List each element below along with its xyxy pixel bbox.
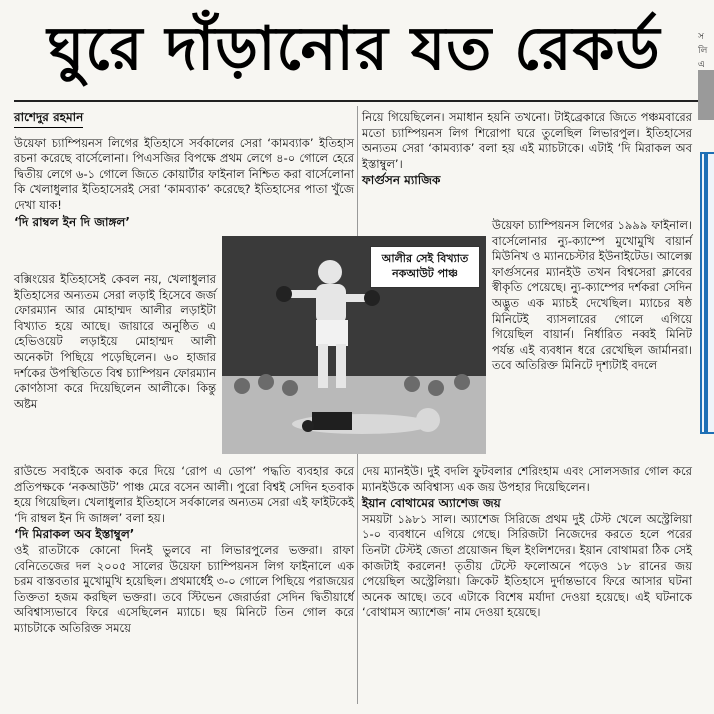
intro-paragraph: উয়েফা চ্যাম্পিয়নস লিগের ইতিহাসে সর্বকালের সেরা ‘কামব্যাক’ ইতিহাস রচনা করেছে বার্সেলোনা। পিএসজির বিপক্ষে প্রথম লেগে ৪-০ গোলে হেরে দ্বিতীয় লেগে ৬-১ গোলে জিতে কোয়ার্টার ফাইনাল নিশ্চিত করা বার্সেলোনা কি খেলাধুলার ইতিহাসেরই সেরা ‘কামব্যাক’ করেছে? ইতিহাসের পাতা খুঁজে দেখা যাক! <box>14 135 354 212</box>
right-column-top <box>362 110 692 189</box>
ferguson-body-narrow <box>492 218 692 374</box>
left-column-lower <box>14 464 354 637</box>
left-column <box>14 110 354 230</box>
section-title-botham: ইয়ান বোথামের অ্যাশেজ জয় <box>362 496 501 511</box>
istanbul-paragraph: ওই রাতটাকে কোনো দিনই ভুলবে না লিভারপুলের ভক্তরা। রাফা বেনিতেজের দল ২০০৫ সালের উয়েফা চ্যাম্পিয়নস লিগ ফাইনালে এক চরম বাস্তবতার মুখোমুখি হয়েছিল। প্রথমার্ধেই ৩-০ গোলে পিছিয়ে পরাজয়ের তিক্ততা হজম করছিল ভক্তরা। তবে স্টিভেন জেরার্ডরা সেদিন দ্বিতীয়ার্ধে অবিশ্বাস্যভাবে ফিরে এসেছিলেন ম্যাচে। ছয় মিনিটে তিন গোল করে ম্যাচটাকে অতিরিক্ত সময়ে <box>14 542 354 635</box>
ferguson-paragraph: উয়েফা চ্যাম্পিয়নস লিগের ১৯৯৯ ফাইনাল। বার্সেলোনার ন্যু-ক্যাম্পে মুখোমুখি বায়ার্ন মিউনিখ ও ম্যানচেস্টার ইউনাইটেড। আলেক্স ফার্গুসনের ম্যানইউ তখন বিশ্বসেরা ক্লাবের স্বীকৃতি পেয়েছে। ন্যু-ক্যাম্পের দর্শকরা সেদিন অদ্ভুত এক ম্যাচই দেখেছিল। ম্যাচের ষষ্ঠ মিনিটেই ব্যাসলারের গোলে এগিয়ে গিয়েছিল বায়ার্ন। নির্ধারিত নব্বই মিনিট পর্যন্ত এই ব্যবধান ধরে রেখেছিল জার্মানরা। তবে অতিরিক্ত মিনিটে দৃশ্যটাই বদলে <box>492 218 692 373</box>
edge-text-line: এ <box>698 60 705 70</box>
rumble-paragraph: বক্সিংয়ের ইতিহাসেই কেবল নয়, খেলাধুলার ইতিহাসের অন্যতম সেরা লড়াই হিসেবে জর্জ ফোরম্যান আর মোহাম্মদ আলীর লড়াইটা বিখ্যাত হয়ে আছে। জায়ারে অনুষ্ঠিত এ হেভিওয়েট লড়াইয়ে মোহাম্মদ আলী অনেকটা পিছিয়ে পড়েছিলেন। ৬০ হাজার দর্শকের উপস্থিতিতে বিশ্ব চ্যাম্পিয়ন ফোরম্যান কোণঠাসা করে দিয়েছিলেন আলীকে। কিন্তু অষ্টম <box>14 272 216 411</box>
photo-caption: আলীর সেই বিখ্যাত নকআউট পাঞ্চ <box>370 246 480 288</box>
neighbor-photo-fragment <box>698 70 714 120</box>
edge-text-line: লি <box>698 46 708 56</box>
byline: রাশেদুর রহমান <box>14 110 83 128</box>
right-column-lower <box>362 464 692 621</box>
istanbul-paragraph-cont: নিয়ে গিয়েছিলেন। সমাধান হয়নি তখনো। টাইব্রেকারে জিতে পঞ্চমবারের মতো চ্যাম্পিয়নস লিগ শিরোপা ঘরে তুলেছিল লিভারপুল। ইতিহাসের অন্যতম সেরা ‘কামব্যাক’ বলা হয় এই ম্যাচটাকে। এটাই ‘দি মিরাকল অব ইস্তাম্বুল’। <box>362 110 692 171</box>
section-title-istanbul: ‘দি মিরাকল অব ইস্তাম্বুল’ <box>14 527 135 542</box>
ferguson-paragraph-cont: দেয় ম্যানইউ। দুই বদলি ফুটবলার শেরিংহাম এবং সোলসজার গোল করে ম্যানইউকে অবিশ্বাস্য এক জয় উপহার দিয়েছিলেন। <box>362 464 692 494</box>
rumble-body-narrow <box>14 272 216 412</box>
neighbor-boxed-article-fragment <box>700 152 714 434</box>
edge-text-line: স <box>698 32 704 42</box>
page-headline: ঘুরে দাঁড়ানোর যত রেকর্ড <box>47 14 661 84</box>
rumble-paragraph-cont: রাউন্ডে সবাইকে অবাক করে দিয়ে ‘রোপ এ ডোপ’ পদ্ধতি ব্যবহার করে প্রতিপক্ষকে ‘নকআউট’ পাঞ্চ মেরে বসেন আলী। পুরো বিশ্বই সেদিন হতবাক হয়ে গিয়েছিল। খেলাধুলার ইতিহাসে সর্বকালের অন্যতম সেরা এই ফাইটকেই ‘দি রাম্বল ইন দি জাঙ্গল’ বলা হয়। <box>14 464 354 525</box>
botham-paragraph: সময়টা ১৯৮১ সাল। অ্যাশেজ সিরিজে প্রথম দুই টেস্ট খেলে অস্ট্রেলিয়া ১-০ ব্যবধানে এগিয়ে গেছে। সিরিজটা নিজেদের করতে হলে পরের তিনটা টেস্টই জেতা প্রয়োজন ছিল ইংলিশদের। ইয়ান বোথামরা ঠিক সেই কাজটাই করলেন! তৃতীয় টেস্টে ফলোঅনে পড়েও ১৮ রানের জয় পেয়েছিল অস্ট্রেলিয়া। ক্রিকেট ইতিহাসে দুর্দান্তভাবে ফিরে আসার ঘটনা অনেক আছে। তবে এটাকে বিশেষ মর্যাদা দেওয়া হয়েছে। এই ঘটনাকে ‘বোথামস অ্যাশেজ’ নাম দেওয়া হয়েছে। <box>362 511 692 620</box>
headline-rule <box>14 100 698 102</box>
section-title-ferguson: ফার্গুসন ম্যাজিক <box>362 173 441 188</box>
section-title-rumble: ‘দি রাম্বল ইন দি জাঙ্গল’ <box>14 214 130 229</box>
